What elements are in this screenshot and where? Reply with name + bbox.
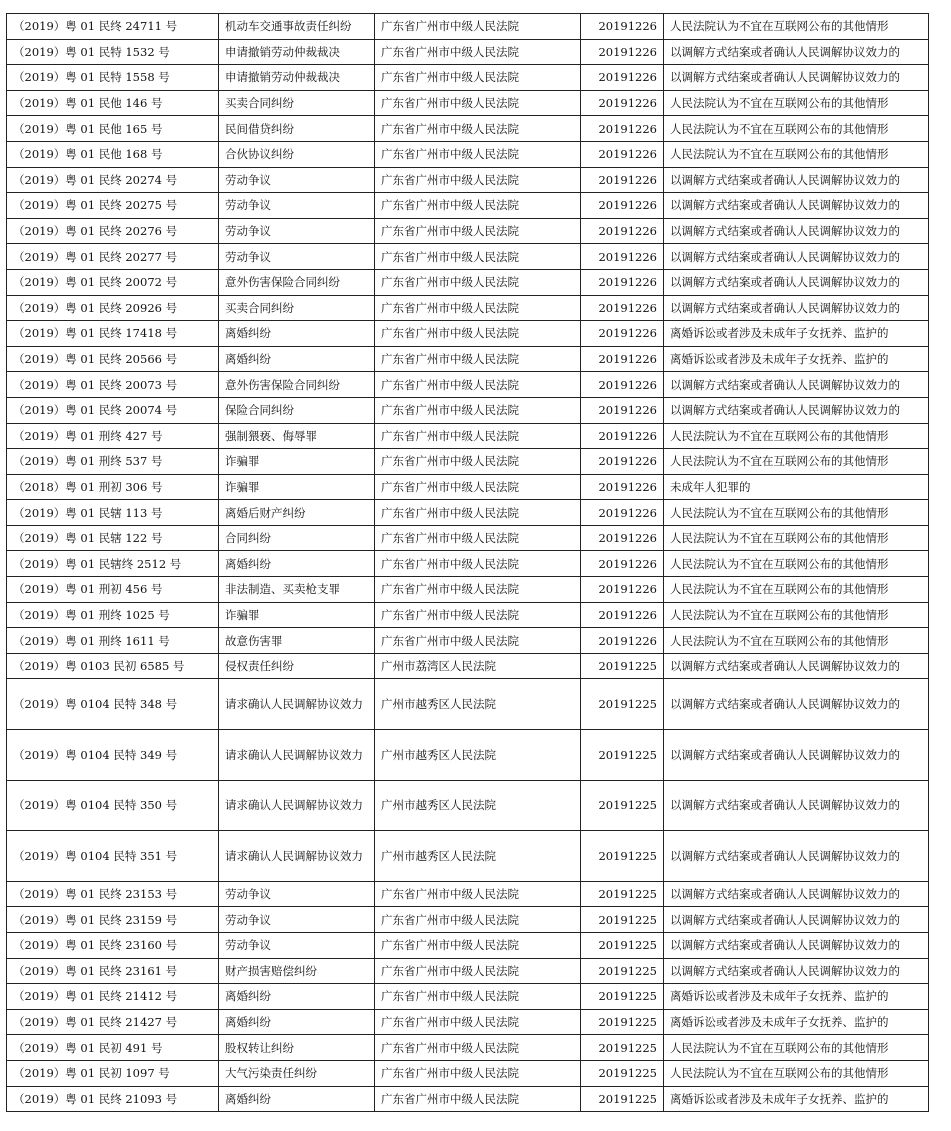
withheld-reason-cell: 以调解方式结案或者确认人民调解协议效力的 — [664, 933, 929, 959]
case-number-cell: （2019）粤 01 民辖 122 号 — [7, 525, 219, 551]
withheld-reason-cell: 人民法院认为不宜在互联网公布的其他情形 — [664, 525, 929, 551]
table-row — [7, 907, 929, 933]
date-cell: 20191226 — [581, 372, 664, 398]
date-cell: 20191225 — [581, 780, 664, 831]
withheld-reason-cell: 以调解方式结案或者确认人民调解协议效力的 — [664, 65, 929, 91]
case-cause-cell: 申请撤销劳动仲裁裁决 — [219, 39, 375, 65]
table-row — [7, 39, 929, 65]
table-row — [7, 116, 929, 142]
court-name-cell: 广东省广州市中级人民法院 — [375, 1035, 581, 1061]
case-number-cell: （2019）粤 01 民终 20072 号 — [7, 269, 219, 295]
court-name-cell: 广州市越秀区人民法院 — [375, 730, 581, 781]
case-cause-cell: 合伙协议纠纷 — [219, 141, 375, 167]
withheld-reason-cell: 离婚诉讼或者涉及未成年子女抚养、监护的 — [664, 346, 929, 372]
date-cell: 20191226 — [581, 423, 664, 449]
date-cell: 20191225 — [581, 679, 664, 730]
table-row — [7, 500, 929, 526]
case-cause-cell: 离婚纠纷 — [219, 346, 375, 372]
table-row — [7, 551, 929, 577]
table-row — [7, 90, 929, 116]
case-cause-cell: 劳动争议 — [219, 933, 375, 959]
court-name-cell: 广东省广州市中级人民法院 — [375, 90, 581, 116]
case-number-cell: （2019）粤 0104 民特 351 号 — [7, 831, 219, 882]
withheld-reason-cell: 离婚诉讼或者涉及未成年子女抚养、监护的 — [664, 321, 929, 347]
court-name-cell: 广东省广州市中级人民法院 — [375, 295, 581, 321]
case-number-cell: （2019）粤 01 民终 23159 号 — [7, 907, 219, 933]
case-cause-cell: 诈骗罪 — [219, 449, 375, 475]
date-cell: 20191226 — [581, 346, 664, 372]
court-name-cell: 广东省广州市中级人民法院 — [375, 474, 581, 500]
date-cell: 20191225 — [581, 1086, 664, 1112]
court-name-cell: 广东省广州市中级人民法院 — [375, 193, 581, 219]
date-cell: 20191226 — [581, 551, 664, 577]
withheld-reason-cell: 以调解方式结案或者确认人民调解协议效力的 — [664, 831, 929, 882]
case-number-cell: （2019）粤 01 民特 1558 号 — [7, 65, 219, 91]
case-cause-cell: 合同纠纷 — [219, 525, 375, 551]
court-name-cell: 广东省广州市中级人民法院 — [375, 65, 581, 91]
withheld-reason-cell: 人民法院认为不宜在互联网公布的其他情形 — [664, 577, 929, 603]
case-cause-cell: 大气污染责任纠纷 — [219, 1060, 375, 1086]
date-cell: 20191226 — [581, 500, 664, 526]
case-cause-cell: 买卖合同纠纷 — [219, 90, 375, 116]
table-row — [7, 984, 929, 1010]
case-number-cell: （2019）粤 0104 民特 349 号 — [7, 730, 219, 781]
date-cell: 20191226 — [581, 628, 664, 654]
case-cause-cell: 民间借贷纠纷 — [219, 116, 375, 142]
table-row — [7, 1086, 929, 1112]
withheld-reason-cell: 人民法院认为不宜在互联网公布的其他情形 — [664, 423, 929, 449]
table-row — [7, 653, 929, 679]
table-row — [7, 602, 929, 628]
date-cell: 20191225 — [581, 1009, 664, 1035]
case-cause-cell: 机动车交通事故责任纠纷 — [219, 14, 375, 40]
case-number-cell: （2019）粤 01 民终 20073 号 — [7, 372, 219, 398]
case-cause-cell: 劳动争议 — [219, 244, 375, 270]
case-number-cell: （2019）粤 0104 民特 348 号 — [7, 679, 219, 730]
date-cell: 20191225 — [581, 653, 664, 679]
withheld-reason-cell: 以调解方式结案或者确认人民调解协议效力的 — [664, 193, 929, 219]
court-name-cell: 广东省广州市中级人民法院 — [375, 39, 581, 65]
court-name-cell: 广东省广州市中级人民法院 — [375, 984, 581, 1010]
date-cell: 20191225 — [581, 1035, 664, 1061]
court-name-cell: 广东省广州市中级人民法院 — [375, 551, 581, 577]
table-row — [7, 933, 929, 959]
case-number-cell: （2019）粤 01 刑终 1025 号 — [7, 602, 219, 628]
case-number-cell: （2019）粤 01 民终 21427 号 — [7, 1009, 219, 1035]
table-row — [7, 269, 929, 295]
withheld-reason-cell: 人民法院认为不宜在互联网公布的其他情形 — [664, 551, 929, 577]
date-cell: 20191225 — [581, 907, 664, 933]
table-row — [7, 1035, 929, 1061]
withheld-reason-cell: 人民法院认为不宜在互联网公布的其他情形 — [664, 449, 929, 475]
withheld-reason-cell: 人民法院认为不宜在互联网公布的其他情形 — [664, 1035, 929, 1061]
table-row — [7, 780, 929, 831]
case-cause-cell: 请求确认人民调解协议效力 — [219, 831, 375, 882]
table-row — [7, 730, 929, 781]
date-cell: 20191225 — [581, 984, 664, 1010]
case-number-cell: （2019）粤 01 民终 20274 号 — [7, 167, 219, 193]
case-table — [6, 13, 929, 1112]
withheld-reason-cell: 以调解方式结案或者确认人民调解协议效力的 — [664, 397, 929, 423]
withheld-reason-cell: 人民法院认为不宜在互联网公布的其他情形 — [664, 116, 929, 142]
case-number-cell: （2019）粤 01 民辖 113 号 — [7, 500, 219, 526]
date-cell: 20191226 — [581, 167, 664, 193]
case-number-cell: （2019）粤 01 民他 165 号 — [7, 116, 219, 142]
court-name-cell: 广东省广州市中级人民法院 — [375, 500, 581, 526]
court-name-cell: 广东省广州市中级人民法院 — [375, 577, 581, 603]
case-number-cell: （2019）粤 01 民终 17418 号 — [7, 321, 219, 347]
date-cell: 20191225 — [581, 730, 664, 781]
withheld-reason-cell: 人民法院认为不宜在互联网公布的其他情形 — [664, 628, 929, 654]
court-name-cell: 广东省广州市中级人民法院 — [375, 958, 581, 984]
table-row — [7, 474, 929, 500]
case-number-cell: （2019）粤 01 民终 21412 号 — [7, 984, 219, 1010]
court-name-cell: 广东省广州市中级人民法院 — [375, 881, 581, 907]
case-cause-cell: 故意伤害罪 — [219, 628, 375, 654]
case-number-cell: （2019）粤 01 民终 21093 号 — [7, 1086, 219, 1112]
date-cell: 20191225 — [581, 881, 664, 907]
withheld-reason-cell: 人民法院认为不宜在互联网公布的其他情形 — [664, 500, 929, 526]
table-row — [7, 141, 929, 167]
case-cause-cell: 买卖合同纠纷 — [219, 295, 375, 321]
case-cause-cell: 劳动争议 — [219, 881, 375, 907]
case-cause-cell: 离婚纠纷 — [219, 551, 375, 577]
table-row — [7, 193, 929, 219]
case-cause-cell: 劳动争议 — [219, 193, 375, 219]
table-row — [7, 218, 929, 244]
date-cell: 20191226 — [581, 577, 664, 603]
case-cause-cell: 请求确认人民调解协议效力 — [219, 780, 375, 831]
case-number-cell: （2019）粤 0104 民特 350 号 — [7, 780, 219, 831]
case-number-cell: （2019）粤 0103 民初 6585 号 — [7, 653, 219, 679]
withheld-reason-cell: 人民法院认为不宜在互联网公布的其他情形 — [664, 14, 929, 40]
court-name-cell: 广东省广州市中级人民法院 — [375, 14, 581, 40]
case-number-cell: （2019）粤 01 民终 23160 号 — [7, 933, 219, 959]
court-name-cell: 广东省广州市中级人民法院 — [375, 1009, 581, 1035]
withheld-reason-cell: 以调解方式结案或者确认人民调解协议效力的 — [664, 907, 929, 933]
date-cell: 20191226 — [581, 39, 664, 65]
withheld-reason-cell: 未成年人犯罪的 — [664, 474, 929, 500]
case-number-cell: （2019）粤 01 民终 24711 号 — [7, 14, 219, 40]
table-row — [7, 295, 929, 321]
case-cause-cell: 劳动争议 — [219, 167, 375, 193]
date-cell: 20191226 — [581, 397, 664, 423]
case-cause-cell: 股权转让纠纷 — [219, 1035, 375, 1061]
date-cell: 20191226 — [581, 269, 664, 295]
case-number-cell: （2019）粤 01 民终 20277 号 — [7, 244, 219, 270]
case-number-cell: （2019）粤 01 民终 20566 号 — [7, 346, 219, 372]
case-number-cell: （2019）粤 01 刑终 1611 号 — [7, 628, 219, 654]
withheld-reason-cell: 以调解方式结案或者确认人民调解协议效力的 — [664, 958, 929, 984]
case-cause-cell: 非法制造、买卖枪支罪 — [219, 577, 375, 603]
case-number-cell: （2019）粤 01 民终 20074 号 — [7, 397, 219, 423]
table-row — [7, 958, 929, 984]
case-cause-cell: 诈骗罪 — [219, 602, 375, 628]
withheld-reason-cell: 以调解方式结案或者确认人民调解协议效力的 — [664, 679, 929, 730]
case-number-cell: （2019）粤 01 民终 23153 号 — [7, 881, 219, 907]
date-cell: 20191226 — [581, 90, 664, 116]
case-number-cell: （2019）粤 01 民终 20926 号 — [7, 295, 219, 321]
date-cell: 20191226 — [581, 65, 664, 91]
case-number-cell: （2019）粤 01 民辖终 2512 号 — [7, 551, 219, 577]
court-name-cell: 广东省广州市中级人民法院 — [375, 269, 581, 295]
case-cause-cell: 离婚纠纷 — [219, 321, 375, 347]
court-name-cell: 广东省广州市中级人民法院 — [375, 449, 581, 475]
withheld-reason-cell: 人民法院认为不宜在互联网公布的其他情形 — [664, 141, 929, 167]
withheld-reason-cell: 以调解方式结案或者确认人民调解协议效力的 — [664, 653, 929, 679]
case-number-cell: （2019）粤 01 刑初 456 号 — [7, 577, 219, 603]
date-cell: 20191225 — [581, 831, 664, 882]
withheld-reason-cell: 以调解方式结案或者确认人民调解协议效力的 — [664, 780, 929, 831]
case-number-cell: （2019）粤 01 民终 23161 号 — [7, 958, 219, 984]
case-cause-cell: 意外伤害保险合同纠纷 — [219, 269, 375, 295]
case-cause-cell: 请求确认人民调解协议效力 — [219, 730, 375, 781]
table-row — [7, 577, 929, 603]
case-number-cell: （2019）粤 01 民他 168 号 — [7, 141, 219, 167]
court-name-cell: 广州市越秀区人民法院 — [375, 679, 581, 730]
case-cause-cell: 强制猥亵、侮辱罪 — [219, 423, 375, 449]
table-row — [7, 372, 929, 398]
court-name-cell: 广州市越秀区人民法院 — [375, 831, 581, 882]
table-row — [7, 423, 929, 449]
court-name-cell: 广东省广州市中级人民法院 — [375, 1086, 581, 1112]
court-name-cell: 广东省广州市中级人民法院 — [375, 321, 581, 347]
withheld-reason-cell: 人民法院认为不宜在互联网公布的其他情形 — [664, 1060, 929, 1086]
court-name-cell: 广东省广州市中级人民法院 — [375, 397, 581, 423]
court-name-cell: 广东省广州市中级人民法院 — [375, 907, 581, 933]
court-name-cell: 广东省广州市中级人民法院 — [375, 346, 581, 372]
table-row — [7, 525, 929, 551]
case-cause-cell: 申请撤销劳动仲裁裁决 — [219, 65, 375, 91]
date-cell: 20191226 — [581, 474, 664, 500]
table-row — [7, 397, 929, 423]
withheld-reason-cell: 人民法院认为不宜在互联网公布的其他情形 — [664, 602, 929, 628]
date-cell: 20191226 — [581, 218, 664, 244]
withheld-reason-cell: 以调解方式结案或者确认人民调解协议效力的 — [664, 218, 929, 244]
case-number-cell: （2019）粤 01 民他 146 号 — [7, 90, 219, 116]
case-cause-cell: 劳动争议 — [219, 218, 375, 244]
court-name-cell: 广州市荔湾区人民法院 — [375, 653, 581, 679]
withheld-reason-cell: 以调解方式结案或者确认人民调解协议效力的 — [664, 244, 929, 270]
date-cell: 20191226 — [581, 449, 664, 475]
case-number-cell: （2019）粤 01 刑终 537 号 — [7, 449, 219, 475]
table-row — [7, 1060, 929, 1086]
case-cause-cell: 请求确认人民调解协议效力 — [219, 679, 375, 730]
case-number-cell: （2019）粤 01 民特 1532 号 — [7, 39, 219, 65]
table-row — [7, 1009, 929, 1035]
date-cell: 20191226 — [581, 295, 664, 321]
table-row — [7, 628, 929, 654]
withheld-reason-cell: 以调解方式结案或者确认人民调解协议效力的 — [664, 295, 929, 321]
court-name-cell: 广东省广州市中级人民法院 — [375, 933, 581, 959]
date-cell: 20191225 — [581, 1060, 664, 1086]
table-row — [7, 346, 929, 372]
court-name-cell: 广东省广州市中级人民法院 — [375, 218, 581, 244]
court-name-cell: 广东省广州市中级人民法院 — [375, 525, 581, 551]
table-row — [7, 167, 929, 193]
table-row — [7, 321, 929, 347]
date-cell: 20191226 — [581, 14, 664, 40]
court-name-cell: 广东省广州市中级人民法院 — [375, 1060, 581, 1086]
table-row — [7, 881, 929, 907]
case-cause-cell: 意外伤害保险合同纠纷 — [219, 372, 375, 398]
court-name-cell: 广东省广州市中级人民法院 — [375, 372, 581, 398]
withheld-reason-cell: 离婚诉讼或者涉及未成年子女抚养、监护的 — [664, 984, 929, 1010]
court-name-cell: 广东省广州市中级人民法院 — [375, 116, 581, 142]
case-number-cell: （2018）粤 01 刑初 306 号 — [7, 474, 219, 500]
case-cause-cell: 诈骗罪 — [219, 474, 375, 500]
court-name-cell: 广东省广州市中级人民法院 — [375, 244, 581, 270]
date-cell: 20191226 — [581, 602, 664, 628]
case-cause-cell: 保险合同纠纷 — [219, 397, 375, 423]
table-row — [7, 65, 929, 91]
court-name-cell: 广东省广州市中级人民法院 — [375, 628, 581, 654]
date-cell: 20191226 — [581, 244, 664, 270]
withheld-reason-cell: 人民法院认为不宜在互联网公布的其他情形 — [664, 90, 929, 116]
withheld-reason-cell: 以调解方式结案或者确认人民调解协议效力的 — [664, 269, 929, 295]
date-cell: 20191225 — [581, 933, 664, 959]
case-number-cell: （2019）粤 01 刑终 427 号 — [7, 423, 219, 449]
case-cause-cell: 离婚纠纷 — [219, 984, 375, 1010]
court-name-cell: 广东省广州市中级人民法院 — [375, 602, 581, 628]
case-cause-cell: 劳动争议 — [219, 907, 375, 933]
case-cause-cell: 侵权责任纠纷 — [219, 653, 375, 679]
table-row — [7, 244, 929, 270]
table-row — [7, 449, 929, 475]
withheld-reason-cell: 以调解方式结案或者确认人民调解协议效力的 — [664, 881, 929, 907]
case-number-cell: （2019）粤 01 民终 20276 号 — [7, 218, 219, 244]
case-number-cell: （2019）粤 01 民初 1097 号 — [7, 1060, 219, 1086]
withheld-reason-cell: 离婚诉讼或者涉及未成年子女抚养、监护的 — [664, 1086, 929, 1112]
date-cell: 20191225 — [581, 958, 664, 984]
case-cause-cell: 离婚纠纷 — [219, 1086, 375, 1112]
case-cause-cell: 离婚后财产纠纷 — [219, 500, 375, 526]
withheld-reason-cell: 以调解方式结案或者确认人民调解协议效力的 — [664, 730, 929, 781]
case-cause-cell: 财产损害赔偿纠纷 — [219, 958, 375, 984]
withheld-reason-cell: 以调解方式结案或者确认人民调解协议效力的 — [664, 39, 929, 65]
date-cell: 20191226 — [581, 525, 664, 551]
court-name-cell: 广东省广州市中级人民法院 — [375, 141, 581, 167]
court-name-cell: 广东省广州市中级人民法院 — [375, 167, 581, 193]
case-table-body — [7, 14, 929, 1112]
case-cause-cell: 离婚纠纷 — [219, 1009, 375, 1035]
table-row — [7, 831, 929, 882]
court-name-cell: 广州市越秀区人民法院 — [375, 780, 581, 831]
withheld-reason-cell: 以调解方式结案或者确认人民调解协议效力的 — [664, 167, 929, 193]
court-name-cell: 广东省广州市中级人民法院 — [375, 423, 581, 449]
date-cell: 20191226 — [581, 321, 664, 347]
case-number-cell: （2019）粤 01 民初 491 号 — [7, 1035, 219, 1061]
date-cell: 20191226 — [581, 193, 664, 219]
table-row — [7, 679, 929, 730]
case-number-cell: （2019）粤 01 民终 20275 号 — [7, 193, 219, 219]
withheld-reason-cell: 离婚诉讼或者涉及未成年子女抚养、监护的 — [664, 1009, 929, 1035]
date-cell: 20191226 — [581, 141, 664, 167]
withheld-reason-cell: 以调解方式结案或者确认人民调解协议效力的 — [664, 372, 929, 398]
date-cell: 20191226 — [581, 116, 664, 142]
table-row — [7, 14, 929, 40]
